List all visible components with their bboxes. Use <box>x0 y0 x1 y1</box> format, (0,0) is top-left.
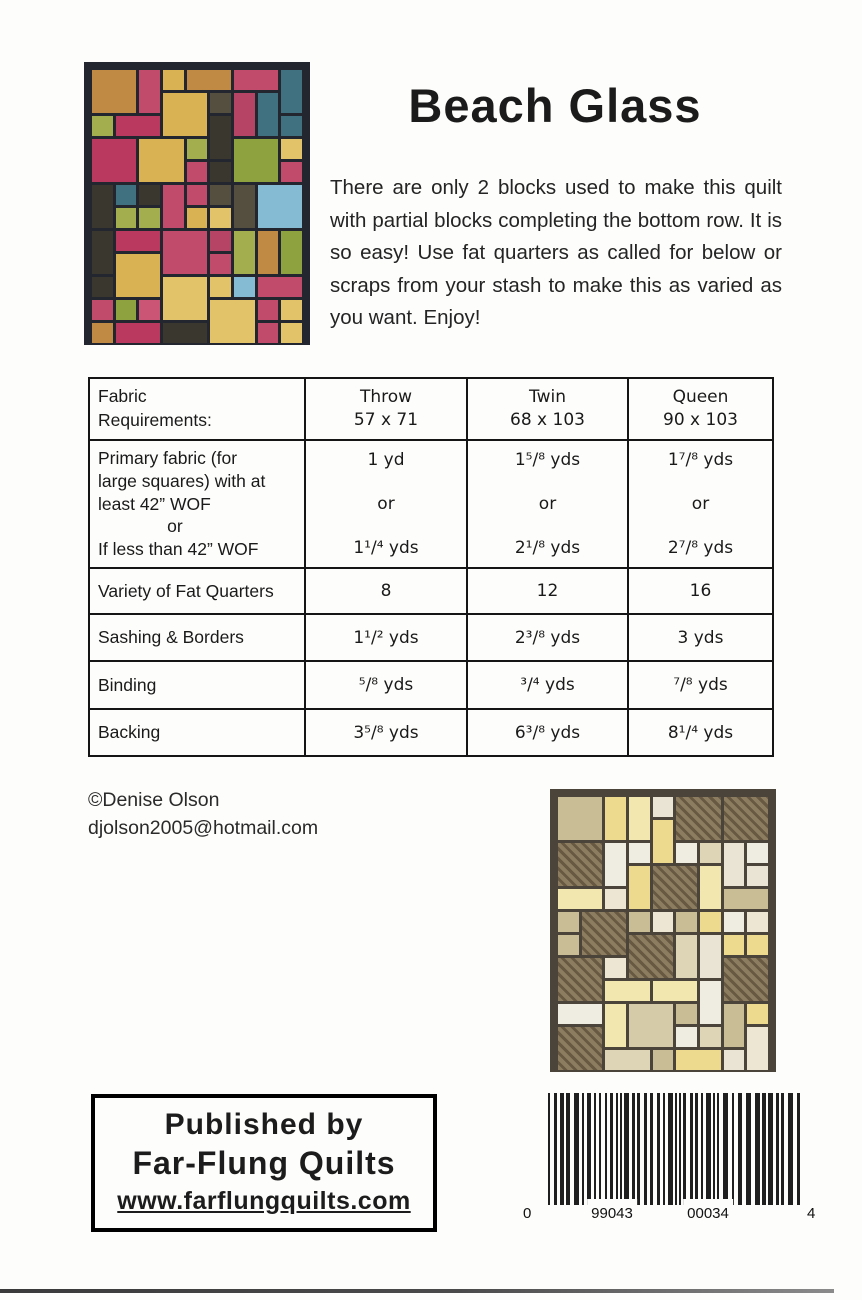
publisher-name: Far-Flung Quilts <box>132 1145 396 1181</box>
quilt-photo-colorful <box>84 62 310 345</box>
table-row-backing <box>89 709 773 756</box>
barcode-digit-right: 4 <box>807 1205 816 1222</box>
description-text: There are only 2 blocks used to make this quilt with partial blocks completing the bottom row. It is so easy! Use fat quarters as called for below or scraps from your stash to make this as varied as you want. Enjoy! <box>330 176 782 329</box>
table-title-line2: Requirements: <box>98 410 212 430</box>
col-header-queen <box>628 378 773 440</box>
cell-value: 1¹/² yds <box>305 614 467 661</box>
col-header-throw <box>305 378 467 440</box>
row-label: Binding <box>89 661 305 709</box>
col-name: Queen <box>672 387 729 408</box>
row-label: Variety of Fat Quarters <box>89 568 305 614</box>
barcode-digit-left: 0 <box>523 1205 532 1222</box>
table-title-line1: Fabric <box>98 386 147 407</box>
quilt-photo-neutral <box>550 789 776 1072</box>
publisher-line1: Published by <box>164 1108 364 1141</box>
cell-value: 6³/⁸ yds <box>467 709 628 756</box>
col-size: 68 x 103 <box>510 410 585 430</box>
primary-fabric-label: Primary fabric (for large squares) with at least 42” WOF or If less than 42” WOF <box>89 440 305 568</box>
col-size: 57 x 71 <box>353 410 419 430</box>
cell-value: 12 <box>467 568 628 614</box>
col-name: Throw <box>359 387 413 408</box>
row-label: Backing <box>89 709 305 756</box>
barcode-bars <box>548 1093 800 1205</box>
col-size: 90 x 103 <box>663 410 738 430</box>
primary-fabric-queen: 1⁷/⁸ yds or 2⁷/⁸ yds <box>628 440 773 568</box>
email-text: djolson2005@hotmail.com <box>88 817 319 839</box>
cell-value: 3 yds <box>628 614 773 661</box>
cell-value: 3⁵/⁸ yds <box>305 709 467 756</box>
table-row-binding <box>89 661 773 709</box>
barcode-digits-right: 00034 <box>683 1199 733 1225</box>
cell-value: ³/⁴ yds <box>467 661 628 709</box>
primary-fabric-throw: 1 yd or 1¹/⁴ yds <box>305 440 467 568</box>
table-title-cell <box>89 378 305 440</box>
cell-value: ⁵/⁸ yds <box>305 661 467 709</box>
page-title: Beach Glass <box>408 79 702 132</box>
cell-value: 8 <box>305 568 467 614</box>
cell-value: ⁷/⁸ yds <box>628 661 773 709</box>
table-row-primary-fabric <box>89 440 773 568</box>
publisher-url: www.farflungquilts.com <box>117 1187 411 1215</box>
fabric-requirements-table <box>88 377 774 757</box>
publisher-box <box>91 1094 437 1232</box>
copyright-text: ©Denise Olson <box>88 789 220 811</box>
barcode-digits-left: 99043 <box>587 1199 637 1225</box>
table-row-sashing-borders <box>89 614 773 661</box>
table-row-fat-quarters <box>89 568 773 614</box>
col-name: Twin <box>529 387 566 408</box>
row-label: Sashing & Borders <box>89 614 305 661</box>
col-header-twin <box>467 378 628 440</box>
upc-barcode <box>515 1093 835 1225</box>
cell-value: 2³/⁸ yds <box>467 614 628 661</box>
table-header-row <box>89 378 773 440</box>
cell-value: 8¹/⁴ yds <box>628 709 773 756</box>
scan-artifact-line <box>0 1289 834 1293</box>
cell-value: 16 <box>628 568 773 614</box>
primary-fabric-twin: 1⁵/⁸ yds or 2¹/⁸ yds <box>467 440 628 568</box>
credits-block <box>88 786 318 842</box>
